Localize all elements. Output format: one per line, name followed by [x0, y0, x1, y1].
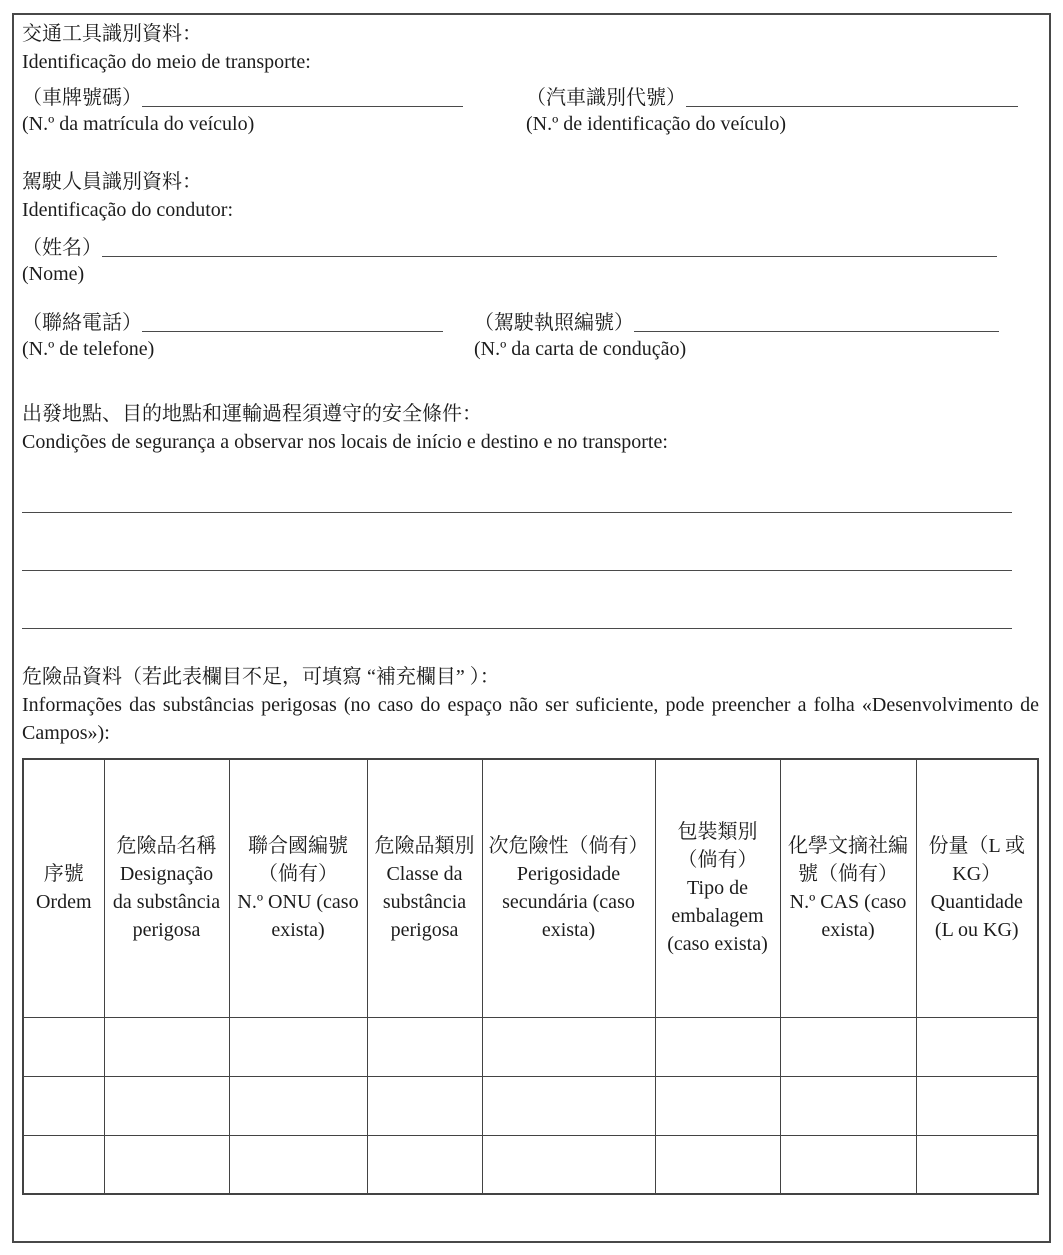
vehicle-sublabels-row	[22, 111, 1039, 137]
vin-label-pt: (N.º de identificação do veículo)	[526, 113, 786, 135]
table-cell	[367, 1017, 482, 1076]
table-empty-row	[23, 1017, 1038, 1076]
col-un-number-zh: 聯合國編號（倘有）	[248, 835, 348, 886]
col-order-pt: Ordem	[35, 891, 92, 914]
vin-label-zh: （汽車識別代號）	[526, 87, 686, 109]
table-cell	[482, 1076, 655, 1135]
table-cell	[780, 1076, 916, 1135]
safety-blank-line-2	[22, 513, 1012, 571]
licence-blank-line	[634, 331, 999, 332]
licence-label-zh: （駕駛執照編號）	[474, 312, 634, 334]
col-designation-zh: 危險品名稱	[116, 835, 217, 858]
col-secondary-hazard-pt: Perigosidade secundária (caso exista)	[502, 863, 635, 942]
section-safety-conditions	[22, 400, 1039, 629]
table-cell	[916, 1017, 1038, 1076]
plate-number-blank-line	[142, 106, 463, 107]
goods-title-pt: Informações das substâncias perigosas (no caso do espaço não ser suficiente, pode preencher a folha «Desenvolvimento de Campos»):	[22, 694, 1039, 744]
phone-blank-line	[142, 331, 443, 332]
safety-blank-line-1	[22, 456, 1012, 513]
table-cell	[23, 1135, 104, 1194]
col-header-cas-number	[780, 759, 916, 1017]
name-blank-line	[102, 256, 997, 257]
driver-phone-row	[22, 310, 1039, 336]
table-cell	[104, 1135, 229, 1194]
table-cell	[229, 1017, 367, 1076]
plate-number-label-pt: (N.º da matrícula do veículo)	[22, 113, 255, 135]
safety-title-zh: 出發地點、目的地點和運輸過程須遵守的安全條件：	[22, 403, 482, 425]
table-cell	[916, 1076, 1038, 1135]
table-cell	[916, 1135, 1038, 1194]
col-packing-type-zh: 包裝類別（倘有）	[677, 821, 758, 872]
col-header-quantity	[916, 759, 1038, 1017]
phone-label-pt: (N.º de telefone)	[22, 338, 155, 360]
col-header-class	[367, 759, 482, 1017]
name-label-zh: （姓名）	[22, 237, 102, 259]
col-packing-type-pt: Tipo de embalagem (caso exista)	[667, 877, 768, 956]
driver-name-sublabel	[22, 261, 1039, 287]
driver-title-zh: 駕駛人員識別資料：	[22, 171, 202, 193]
safety-title-pt: Condições de segurança a observar nos locais de início e destino e no transporte:	[22, 431, 668, 453]
form-border	[12, 13, 1051, 1243]
col-un-number-pt: N.º ONU (caso exista)	[237, 891, 359, 942]
col-quantity-zh: 份量（L 或 KG）	[928, 835, 1025, 886]
table-cell	[367, 1135, 482, 1194]
col-designation-pt: Designação da substância perigosa	[112, 863, 221, 942]
table-header-row	[23, 759, 1038, 1017]
col-quantity-pt: Quantidade (L ou KG)	[930, 891, 1023, 942]
licence-label-pt: (N.º da carta de condução)	[474, 338, 687, 360]
table-cell	[104, 1076, 229, 1135]
col-order-zh: 序號	[43, 863, 84, 886]
section-vehicle	[22, 20, 1039, 137]
vehicle-title-zh: 交通工具識別資料：	[22, 23, 202, 45]
table-cell	[229, 1076, 367, 1135]
table-cell	[780, 1135, 916, 1194]
table-cell	[229, 1135, 367, 1194]
table-cell	[482, 1017, 655, 1076]
table-cell	[780, 1017, 916, 1076]
name-label-pt: (Nome)	[22, 263, 85, 285]
col-header-packing-type	[655, 759, 780, 1017]
table-cell	[23, 1017, 104, 1076]
vehicle-fields-row	[22, 85, 1039, 111]
table-cell	[655, 1135, 780, 1194]
col-header-secondary-hazard	[482, 759, 655, 1017]
col-class-zh: 危險品類別	[374, 835, 475, 858]
table-empty-row	[23, 1076, 1038, 1135]
col-class-pt: Classe da substância perigosa	[382, 863, 467, 942]
driver-name-row	[22, 235, 1039, 261]
table-cell	[655, 1076, 780, 1135]
col-cas-number-pt: N.º CAS (caso exista)	[789, 891, 907, 942]
vehicle-title-pt: Identificação do meio de transporte:	[22, 51, 311, 73]
col-header-designation	[104, 759, 229, 1017]
table-cell	[104, 1017, 229, 1076]
safety-blank-line-3	[22, 571, 1012, 629]
section-dangerous-goods	[22, 663, 1039, 1195]
plate-number-label-zh: （車牌號碼）	[22, 87, 142, 109]
phone-label-zh: （聯絡電話）	[22, 312, 142, 334]
driver-phone-sublabels-row	[22, 336, 1039, 362]
table-empty-row	[23, 1135, 1038, 1194]
dangerous-goods-table	[22, 758, 1039, 1195]
table-cell	[23, 1076, 104, 1135]
section-driver	[22, 168, 1039, 362]
vin-blank-line	[686, 106, 1018, 107]
goods-title-zh: 危險品資料（若此表欄目不足，可填寫 “補充欄目” ）：	[22, 666, 500, 688]
col-secondary-hazard-zh: 次危險性（倘有）	[488, 835, 649, 858]
table-cell	[367, 1076, 482, 1135]
driver-title-pt: Identificação do condutor:	[22, 199, 234, 221]
table-cell	[482, 1135, 655, 1194]
col-header-order	[23, 759, 104, 1017]
table-cell	[655, 1017, 780, 1076]
col-cas-number-zh: 化學文摘社編號（倘有）	[788, 835, 908, 886]
col-header-un-number	[229, 759, 367, 1017]
